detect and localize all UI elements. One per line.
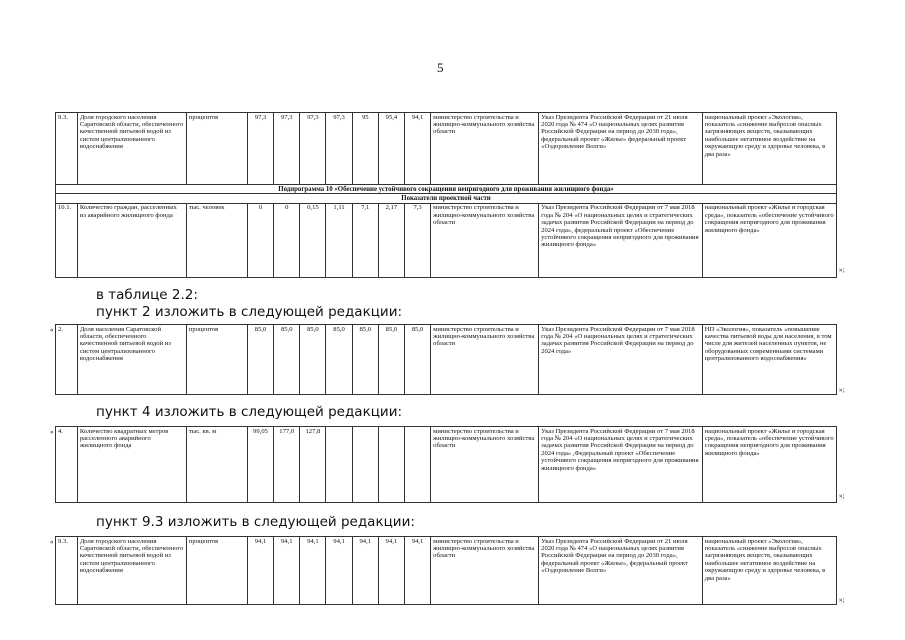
value-cell: 94,1 bbox=[326, 537, 352, 605]
project-cell: национальный проект «Жилье и городская среда», показатель «обеспечение устойчивого сокращения непригодного для проживания жилищного фонда» bbox=[702, 427, 836, 503]
table-item-2 bbox=[55, 324, 837, 395]
opening-quote-mark: « bbox=[50, 428, 54, 436]
value-cell bbox=[326, 427, 352, 503]
value-cell: 97,3 bbox=[300, 113, 326, 185]
value-cell: 7,3 bbox=[405, 203, 431, 277]
table-item-9-3 bbox=[55, 536, 837, 605]
table-row bbox=[56, 203, 837, 277]
value-cell: 2,17 bbox=[378, 203, 404, 277]
value-cell: 94,1 bbox=[274, 537, 300, 605]
value-cell: 177,0 bbox=[274, 427, 300, 503]
unit-cell: процентов bbox=[186, 325, 247, 395]
value-cell: 1,11 bbox=[326, 203, 352, 277]
project-cell: национальный проект «Экология», показатель «снижение выбросов опасных загрязняющих веществ, оказывающих наибольшее негативное воздействие на окружающую среду и здоровье человека, в два раза» bbox=[702, 537, 836, 605]
heading-item-9-3: пункт 9.3 изложить в следующей редакции: bbox=[96, 514, 415, 530]
opening-quote-mark: « bbox=[50, 538, 54, 546]
value-cell: 85,0 bbox=[300, 325, 326, 395]
table-row bbox=[56, 113, 837, 185]
project-cell: НП «Экология», показатель «повышение качества питьевой воды для населения, в том числе для жителей населенных пунктов, не оборудованных современными системами централизованного водоснабжения» bbox=[702, 325, 836, 395]
row-number: 2. bbox=[56, 325, 78, 395]
closing-quote-mark: »; bbox=[839, 492, 845, 500]
subprogram-title: Подпрограмма 10 «Обеспечение устойчивого сокращения непригодного для проживания жилищного фонда» bbox=[56, 185, 837, 194]
page-number: 5 bbox=[437, 60, 444, 75]
table-row bbox=[56, 537, 837, 605]
value-cell: 0 bbox=[247, 203, 273, 277]
indicator-name: Доля городского населения Саратовской области, обеспеченного качественной питьевой водой из систем централизованного водоснабжения bbox=[77, 113, 186, 185]
basis-cell: Указ Президента Российской Федерации от 21 июля 2020 года № 474 «О национальных целях развития Российской Федерации на период до 2030 года», федеральный проект «Жилье», федеральный проект «Оздоровление Волги» bbox=[539, 537, 703, 605]
unit-cell: процентов bbox=[186, 113, 247, 185]
value-cell bbox=[405, 427, 431, 503]
value-cell bbox=[352, 427, 378, 503]
responsible-cell: министерство строительства и жилищно-коммунального хозяйства области bbox=[431, 113, 539, 185]
value-cell: 97,3 bbox=[274, 113, 300, 185]
heading-item-4: пункт 4 изложить в следующей редакции: bbox=[96, 404, 403, 420]
table-row bbox=[56, 427, 837, 503]
basis-cell: Указ Президента Российской Федерации от 21 июля 2020 года № 474 «О национальных целях развития Российской Федерации на период до 2030 года», федеральный проект «Жилье» федеральный проект «Оздоровление Волги» bbox=[539, 113, 703, 185]
value-cell: 85,0 bbox=[274, 325, 300, 395]
basis-cell: Указ Президента Российской Федерации от 7 мая 2018 года № 204 «О национальных целях и стратегических задачах развития Российской Федерации на период до 2024 года» bbox=[539, 325, 703, 395]
closing-quote-mark: »; bbox=[839, 266, 845, 274]
value-cell: 85,0 bbox=[326, 325, 352, 395]
value-cell: 85,0 bbox=[405, 325, 431, 395]
basis-cell: Указ Президента Российской Федерации от 7 мая 2018 года № 204 «О национальных целях и стратегических задачах развития Российской Федерации на период до 2024 года», федеральный проект «Обеспечение устойчивого сокращения непригодного для проживания жилищного фонда» bbox=[539, 203, 703, 277]
value-cell: 94,1 bbox=[300, 537, 326, 605]
value-cell: 95,4 bbox=[378, 113, 404, 185]
value-cell: 97,3 bbox=[326, 113, 352, 185]
table-item-4 bbox=[55, 426, 837, 503]
subprogram-row bbox=[56, 185, 837, 194]
value-cell: 94,1 bbox=[352, 537, 378, 605]
heading-table-2-2: в таблице 2.2: bbox=[96, 287, 198, 303]
value-cell: 94,1 bbox=[405, 537, 431, 605]
indicators-row bbox=[56, 194, 837, 203]
project-cell: национальный проект «Жилье и городская среда», показатель «обеспечение устойчивого сокращения непригодного для проживания жилищного фонда» bbox=[702, 203, 836, 277]
responsible-cell: министерство строительства и жилищно-коммунального хозяйства области bbox=[431, 203, 539, 277]
value-cell: 94,1 bbox=[378, 537, 404, 605]
value-cell: 85,0 bbox=[378, 325, 404, 395]
project-cell: национальный проект «Экология», показатель «снижение выбросов опасных загрязняющих веществ, оказывающих наибольшее негативное воздействие на окружающую среду и здоровье человека, в два раза» bbox=[702, 113, 836, 185]
responsible-cell: министерство строительства и жилищно-коммунального хозяйства области bbox=[431, 325, 539, 395]
value-cell: 85,0 bbox=[352, 325, 378, 395]
value-cell: 85,0 bbox=[247, 325, 273, 395]
basis-cell: Указ Президента Российской Федерации от 7 мая 2018 года № 204 «О национальных целях и стратегических задачах развития Российской Федерации на период до 2024 года» ,Федеральный проект «Обеспечение устойчивого сокращения непригодного для проживания жилищного фонда» bbox=[539, 427, 703, 503]
indicator-name: Доля населения Саратовской области, обеспеченного качественной питьевой водой из систем централизованного водоснабжения bbox=[77, 325, 186, 395]
closing-quote-mark: »; bbox=[839, 596, 845, 604]
row-number: 9.3. bbox=[56, 113, 78, 185]
value-cell: 0 bbox=[274, 203, 300, 277]
indicator-name: Количество квадратных метров расселенного аварийного жилищного фонда bbox=[77, 427, 186, 503]
unit-cell: тыс. кв. м bbox=[186, 427, 247, 503]
indicator-name: Количество граждан, расселенных из аварийного жилищного фонда bbox=[77, 203, 186, 277]
value-cell: 94,1 bbox=[405, 113, 431, 185]
value-cell: 99,05 bbox=[247, 427, 273, 503]
row-number: 10.1. bbox=[56, 203, 78, 277]
closing-quote-mark: »; bbox=[839, 386, 845, 394]
value-cell: 95 bbox=[352, 113, 378, 185]
value-cell: 94,1 bbox=[247, 537, 273, 605]
responsible-cell: министерство строительства и жилищно-коммунального хозяйства области bbox=[431, 427, 539, 503]
heading-item-2: пункт 2 изложить в следующей редакции: bbox=[96, 304, 403, 320]
table-continuation bbox=[55, 112, 837, 278]
value-cell bbox=[378, 427, 404, 503]
indicator-name: Доля городского населения Саратовской области, обеспеченного качественной питьевой водой из систем централизованного водоснабжения bbox=[77, 537, 186, 605]
responsible-cell: министерство строительства и жилищно-коммунального хозяйства области bbox=[431, 537, 539, 605]
table-row bbox=[56, 325, 837, 395]
unit-cell: процентов bbox=[186, 537, 247, 605]
value-cell: 97,3 bbox=[247, 113, 273, 185]
row-number: 4. bbox=[56, 427, 78, 503]
value-cell: 0,15 bbox=[300, 203, 326, 277]
opening-quote-mark: « bbox=[50, 326, 54, 334]
value-cell: 127,8 bbox=[300, 427, 326, 503]
unit-cell: тыс. человек bbox=[186, 203, 247, 277]
row-number: 9.3. bbox=[56, 537, 78, 605]
indicators-title: Показатели проектной части bbox=[56, 194, 837, 203]
value-cell: 7,1 bbox=[352, 203, 378, 277]
